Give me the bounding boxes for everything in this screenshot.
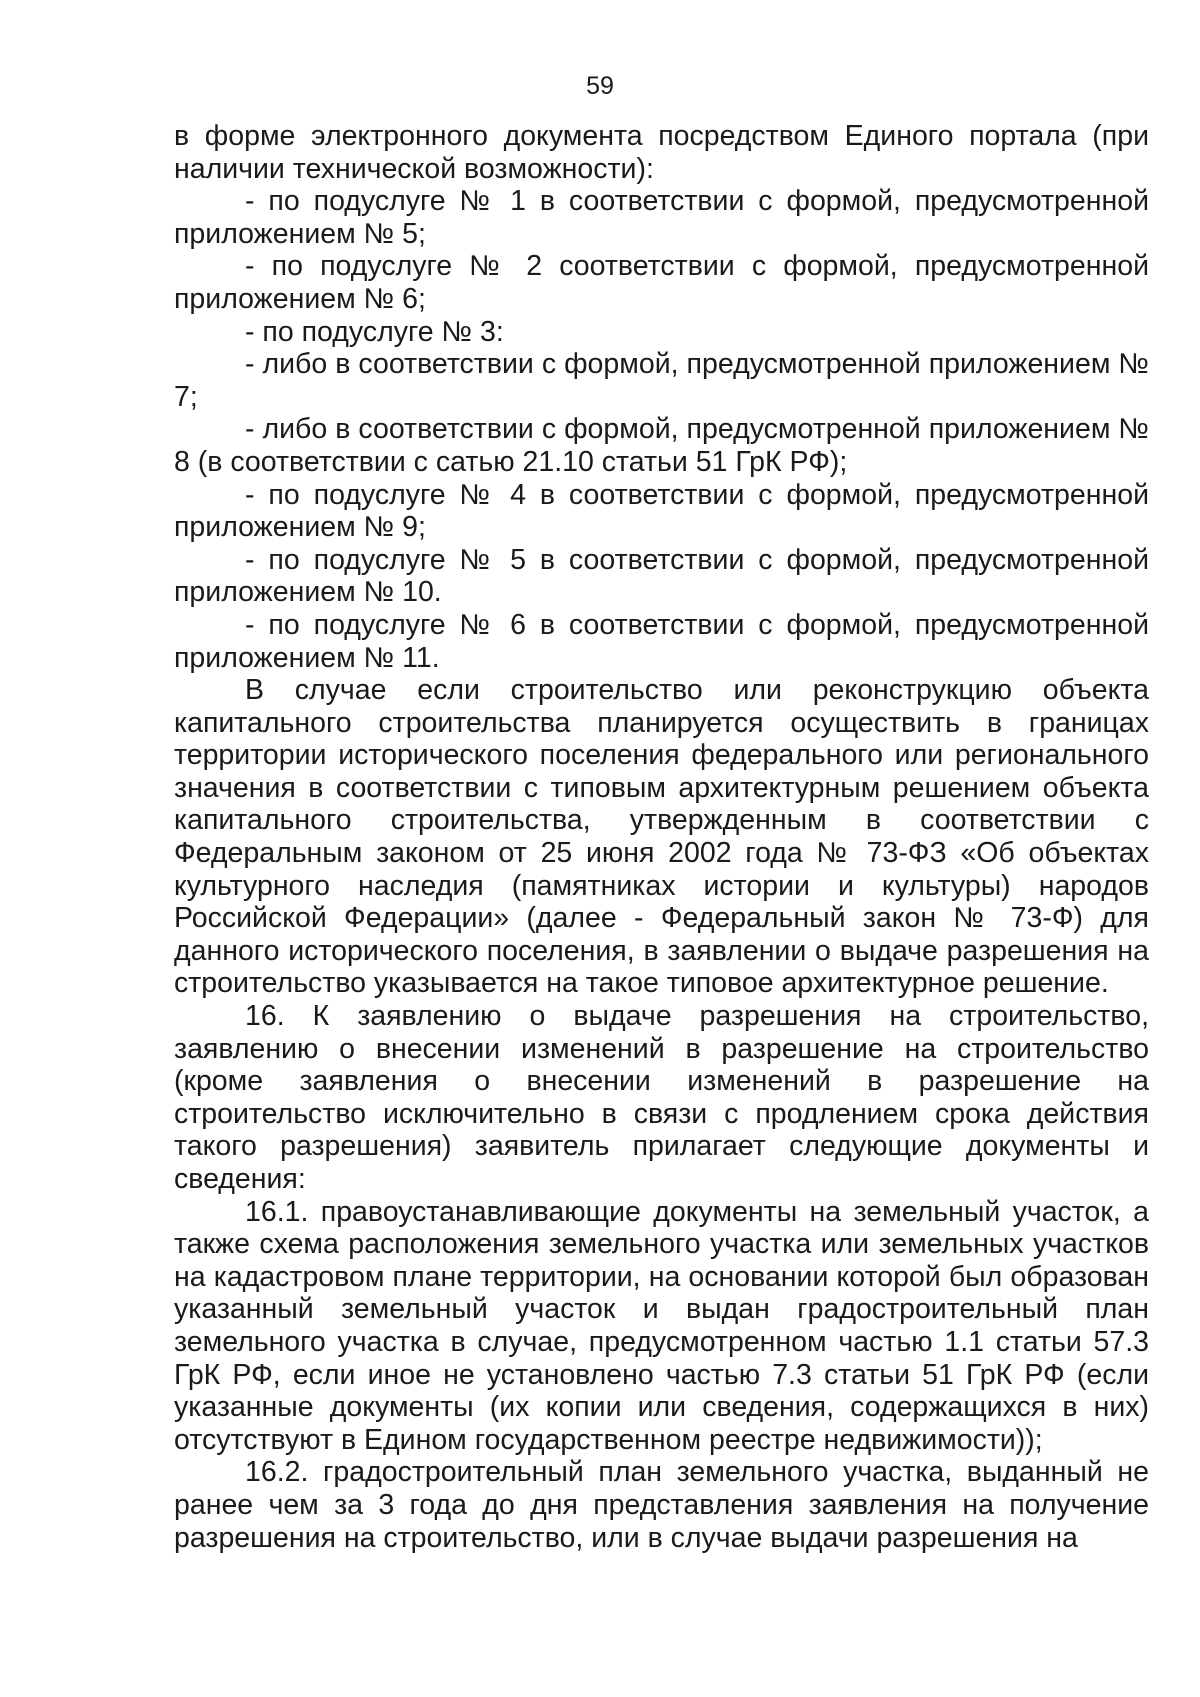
paragraph: - по подуслуге № 1 в соответствии с формой, предусмотренной приложением № 5; — [174, 185, 1149, 250]
paragraph: 16. К заявлению о выдаче разрешения на строительство, заявлению о внесении изменений в разрешение на строительство (кроме заявления о внесении изменений в разрешение на строительство исключительно в связи с продлением срока действия такого разрешения) заявитель прилагает следующие документы и сведения: — [174, 1000, 1149, 1195]
paragraph: В случае если строительство или реконструкцию объекта капитального строительства планируется осуществить в границах территории исторического поселения федерального или регионального значения в соответствии с типовым архитектурным решением объекта капитального строительства, утвержденным в соответствии с Федеральным законом от 25 июня 2002 года № 73-ФЗ «Об объектах культурного наследия (памятниках истории и культуры) народов Российской Федерации» (далее - Федеральный закон № 73-Ф) для данного исторического поселения, в заявлении о выдаче разрешения на строительство указывается на такое типовое архитектурное решение. — [174, 674, 1149, 1000]
paragraph: 16.1. правоустанавливающие документы на земельный участок, а также схема расположения земельного участка или земельных участков на кадастровом плане территории, на основании которой был образован указанный земельный участок и выдан градостроительный план земельного участка в случае, предусмотренном частью 1.1 статьи 57.3 ГрК РФ, если иное не установлено частью 7.3 статьи 51 ГрК РФ (если указанные документы (их копии или сведения, содержащихся в них) отсутствуют в Едином государственном реестре недвижимости)); — [174, 1195, 1149, 1456]
paragraph: в форме электронного документа посредством Единого портала (при наличии технической возможности): — [174, 120, 1149, 185]
paragraph: - по подуслуге № 4 в соответствии с формой, предусмотренной приложением № 9; — [174, 478, 1149, 544]
document-body — [174, 120, 1149, 1554]
paragraph: - либо в соответствии с формой, предусмотренной приложением № 7; — [174, 348, 1149, 413]
paragraph: - по подуслуге № 5 в соответствии с формой, предусмотренной приложением № 10. — [174, 543, 1149, 609]
paragraph: 16.2. градостроительный план земельного участка, выданный не ранее чем за 3 года до дня представления заявления на получение разрешения на строительство, или в случае выдачи разрешения на — [174, 1456, 1149, 1554]
paragraph: - по подуслуге № 2 соответствии с формой, предусмотренной приложением № 6; — [174, 250, 1149, 315]
paragraph: - по подуслуге № 3: — [245, 315, 504, 348]
page-number: 59 — [586, 72, 614, 100]
paragraph: - либо в соответствии с формой, предусмотренной приложением № 8 (в соответствии с сатью 21.10 статьи 51 ГрК РФ); — [174, 413, 1149, 478]
paragraph: - по подуслуге № 6 в соответствии с формой, предусмотренной приложением № 11. — [174, 608, 1149, 674]
